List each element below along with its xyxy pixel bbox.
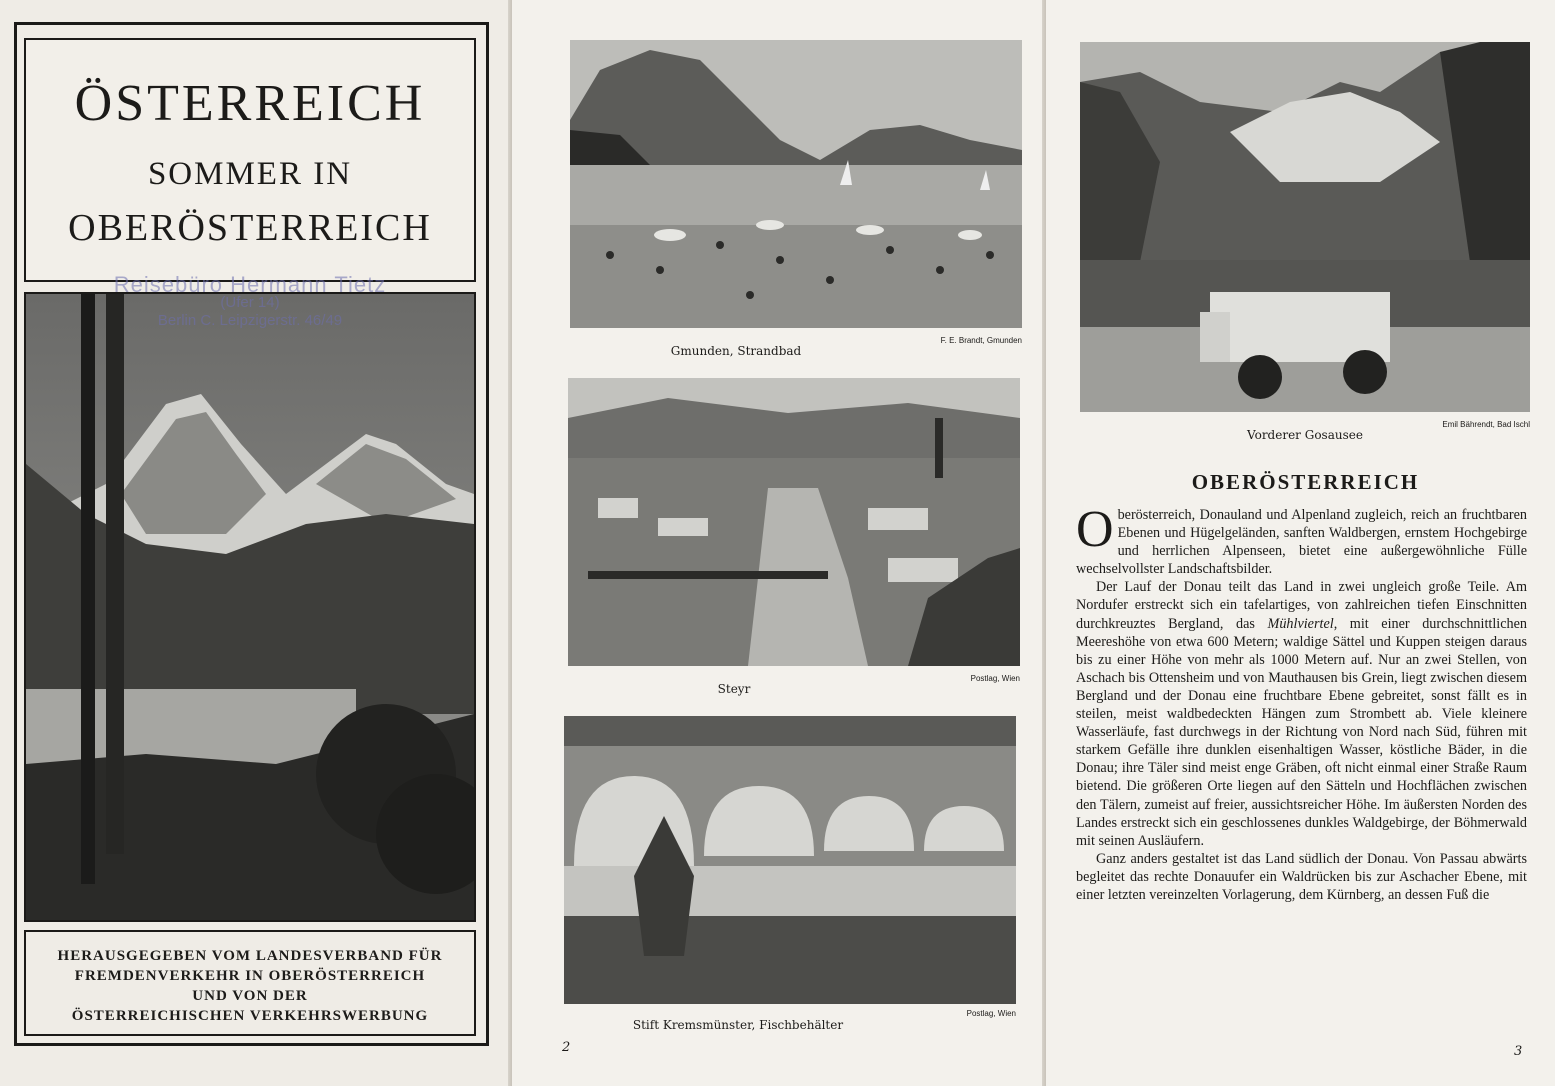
credit-kremsmuenster: Postlag, Wien <box>966 1009 1016 1018</box>
cover-subtitle-line2: OBERÖSTERREICH <box>68 207 432 249</box>
credit-gmunden: F. E. Brandt, Gmunden <box>940 336 1022 345</box>
photo-vorderer-gosausee <box>1080 42 1530 412</box>
publisher-line2: FREMDENVERKEHR IN OBERÖSTERREICH <box>74 968 426 984</box>
page-2 <box>512 0 1042 1086</box>
caption-kremsmuenster: Stift Kremsmünster, Fischbehälter <box>632 1018 844 1032</box>
page-number-3: 3 <box>1514 1044 1523 1059</box>
paragraph-1-text: berösterreich, Donauland und Alpenland zugleich, reich an fruchtbaren Ebenen und Hügelgeländen, sanften Waldbergen, ernstem Hochgebirge und herrlichen Alpenseen, bietet eine außergewöhnliche Fülle wechselvollster Landschaftsbilder. <box>1076 507 1527 578</box>
paragraph-1 <box>1076 501 1527 578</box>
cover-subtitle-line1: SOMMER IN <box>147 156 353 192</box>
photo-gmunden-strandbad <box>570 40 1022 328</box>
publisher-line4: ÖSTERREICHISCHEN VERKEHRSWERBUNG <box>71 1008 429 1024</box>
credit-gosausee: Emil Bährendt, Bad Ischl <box>1442 420 1530 429</box>
cover-title: ÖSTERREICH <box>74 75 426 132</box>
drop-cap: O <box>1076 501 1114 558</box>
cover-publisher-box <box>24 930 476 1036</box>
paragraph-3-text: Ganz anders gestaltet ist das Land südlich der Donau. Von Passau abwärts begleitet das rechte Donauufer ein Waldrücken bis zur Aschacher Ebene, mit einer letzten vereinzelten Vorlagerung, dem Kürnberg, an dessen Fuß die <box>1076 850 1527 903</box>
cover-photo-mountain-lake <box>24 292 476 922</box>
article-body <box>1076 501 1528 904</box>
caption-gosausee: Vorderer Gosausee <box>1247 428 1363 442</box>
paragraph-2 <box>1076 578 1527 849</box>
stamp-line2: (Ufer 14) <box>220 294 280 311</box>
stamp-line3: Berlin C. Leipzigerstr. 46/49 <box>157 312 343 329</box>
paragraph-2-text-b: , mit einer durchschnittlichen Meereshöhe von etwa 600 Metern; waldige Sättel und Kuppen steigen daraus bis zu einer Höhe von mehr als 1000 Metern auf. Nur an zwei Stellen, von Aschach bis Ottensheim und von Mauthausen bis Grein, liegt zwischen diesem Bergland und der Donau eine fruchtbare Ebene gebreitet, sonst fällt es in steilen, meist waldbedeckten Hängen zum Strombett ab. Viele kleinere Wasserläufe, fast durchwegs in der Richtung von Nord nach Süd, führen mit starkem Gefälle ihre dunklen eisenhaltigen Wasser, köstliche Bäder, in die Donau; ihre Täler sind meist enge Gräben, oft nicht einmal einer Straße Raum bietend. Die größeren Orte liegen auf den Sätteln und Hochflächen zwischen den Tälern, zumeist auf freier, aussichtsreicher Höhe. Im äußersten Norden des Landes erstreckt sich ein geschlossenes dunkles Waldgebirge, der Böhmerwald mit seinen Ausläufern. <box>1076 615 1528 849</box>
library-stamp <box>90 272 410 330</box>
caption-gmunden: Gmunden, Strandbad <box>670 344 802 358</box>
publisher-line3: UND VON DER <box>192 988 308 1004</box>
paragraph-2-text-a: Der Lauf der Donau teilt das Land in zwei ungleich große Teile. Am Nordufer erstreckt sich ein tafelartiges, von zahlreichen tiefen Einschnitten durchkreuztes Bergland, das <box>1076 579 1527 632</box>
publisher-line1: HERAUSGEGEBEN VOM LANDESVERBAND FÜR <box>57 948 443 964</box>
page-number-2: 2 <box>562 1040 571 1055</box>
caption-steyr: Steyr <box>717 682 751 696</box>
stamp-line1: Reisebüro Hermann Tietz <box>113 272 387 297</box>
credit-steyr: Postlag, Wien <box>970 674 1020 683</box>
cover-title-box <box>24 38 476 282</box>
photo-kremsmuenster <box>564 716 1016 1004</box>
section-heading: OBERÖSTERREICH <box>1191 470 1420 494</box>
muehlviertel-italic: Mühlviertel <box>1267 615 1334 632</box>
cover-page <box>0 0 508 1086</box>
paragraph-3 <box>1076 850 1527 904</box>
photo-steyr <box>568 378 1020 666</box>
